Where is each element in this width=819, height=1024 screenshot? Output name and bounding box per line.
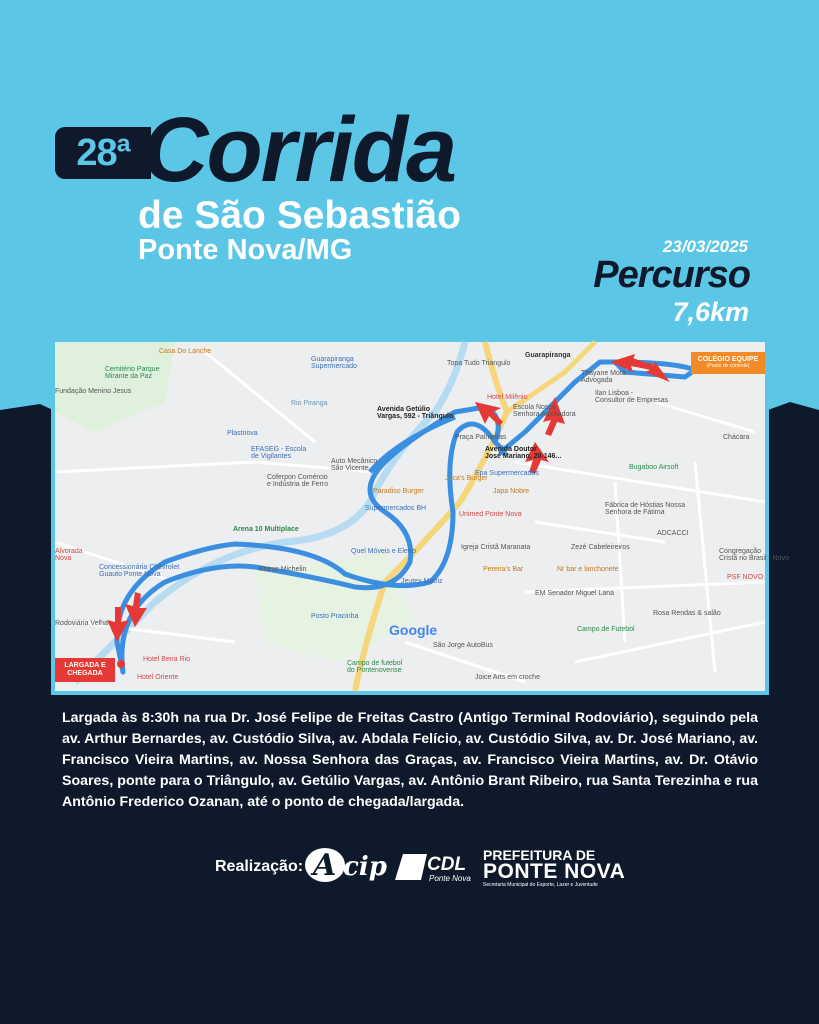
- svg-text:A: A: [313, 848, 337, 883]
- google-logo: Google: [389, 622, 438, 638]
- route-distance: 7,6km: [672, 297, 749, 327]
- checkpoint-label: COLÉGIO EQUIPE: [697, 356, 759, 364]
- start-finish-flag: LARGADA E CHEGADA: [55, 658, 115, 682]
- route-description: Largada às 8:30h na rua Dr. José Felipe de Freitas Castro (Antigo Terminal Rodoviário), seguindo pela av. Arthur Bernardes, av. Custódio Silva, av. Abdala Felício, av. Custódio Silva, av. Dr. José Mariano, av. Francisco Vieira Martins, av. Nossa Senhora das Graças, av. Francisco Vieira Martins, av. Dr. Otávio Soares, ponte para o Triângulo, av. Getúlio Vargas, av. Antônio Brant Ribeiro, rua Santa Terezinha e rua Antônio Frederico Ozanan, até o ponto de chegada/largada.: [62, 710, 758, 810]
- event-subtitle: de São Sebastião: [138, 194, 461, 237]
- route-map: Casa Do Lanche Cemitério Parque Mirante da Paz Fundação Menino Jesus Guarapiranga Supermercado Topa Tudo Triangulo Guarapiranga Hotel Milênio Avenida Getúlio Vargas, 592 - Triângulo Praça Palmeiras Avenida Doutor José Mariano, 20-146... Plastnova EFASEG - Escola de Vigilantes Auto Mecânico São Vicente Paradiso Burger Coferpon Comércio e Indústria de Ferro Supermercados BH Joca's Burger Epa Supermercados Japa Nobre Unimed Ponte Nova Arena 10 Multiplace Concessionária Chevrolet Guauto Ponte Nova Pneus Michelin Quel Móveis e Eletro Jeutex Matriz Rodoviária Velha Hotel Beira Rio Hotel Oriente Posto Pracinha Igreja Cristã Maranata Zezé Cabeleireiros Nr bar e lanchonete Pereira's Bar EM Senador Miguel Lana Campo de Futebol São Jorge AutoBus Campo de futebol do Pontenovense Escola Nossa Senhora Auxiliadora Ilan Lisboa - Consultor de Empresas Thayane Mota Advogada Bugaboo Airsoft Fábrica de Hóstias Nossa Senhora de Fátima ADCACCI Congregação Cristã no Brasil - Novo PSF NOVO Rosa Rendas & salão Joice Arts em croche Alvorada Nova Chácara Rio Piranga Google LARGADA E CHEGADA COLÉGIO EQUIPE (Ponto de controle): [55, 342, 765, 691]
- event-city: Ponte Nova/MG: [138, 234, 353, 266]
- cdl-logo: [393, 850, 477, 884]
- checkpoint-flag: [691, 352, 765, 374]
- event-date: 23/03/2025: [662, 237, 748, 256]
- section-heading: Percurso: [593, 254, 750, 296]
- organizers-label: Realização:: [215, 858, 304, 875]
- svg-text:cip: cip: [343, 852, 387, 882]
- prefeitura-logo: [483, 848, 625, 889]
- event-title: Corrida: [142, 99, 456, 201]
- acip-logo: [303, 845, 391, 885]
- prefeitura-line3: Secretaria Municipal do Esporte, Lazer e Juventude: [483, 882, 598, 888]
- prefeitura-line2: PONTE NOVA: [483, 860, 626, 883]
- route-map-frame: [51, 339, 790, 695]
- prefeitura-line1: PREFEITURA DE: [483, 847, 596, 863]
- svg-text:CDL: CDL: [427, 854, 467, 875]
- checkpoint-sublabel: (Ponto de controle): [706, 363, 750, 370]
- edition-badge: 28ª: [55, 127, 151, 179]
- svg-text:Ponte Nova: Ponte Nova: [429, 874, 471, 883]
